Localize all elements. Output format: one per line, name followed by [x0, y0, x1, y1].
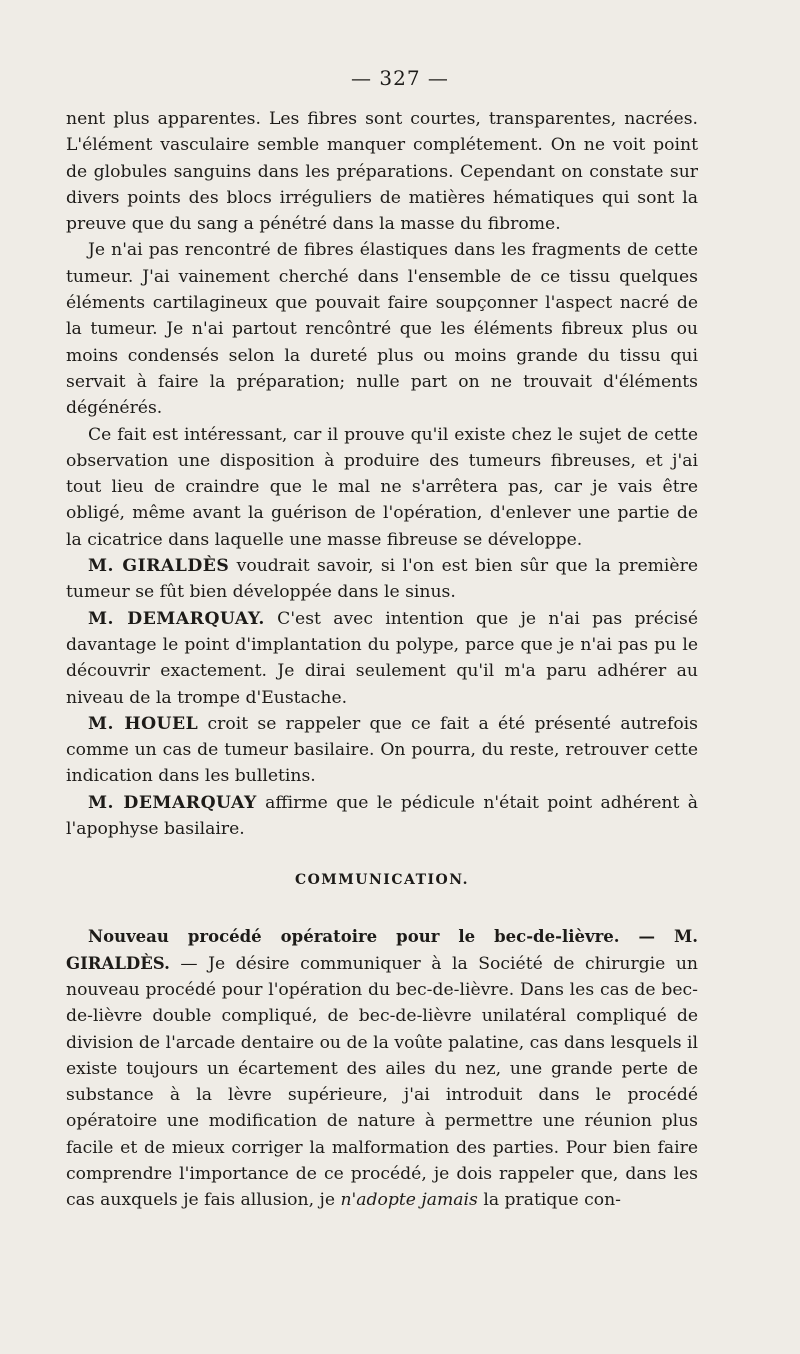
speaker-houel: M. HOUEL	[88, 713, 199, 734]
paragraph-6	[66, 711, 698, 790]
speaker-giraldes: M. GIRALDÈS	[88, 556, 230, 577]
paragraph-2: Je n'ai pas rencontré de fibres élastiques dans les fragments de cette tumeur. J'ai vainement cherché dans l'ensemble de ce tissu quelques éléments cartilagineux que pouvait faire soupçonner l'aspect nacré de la tumeur. Je n'ai partout rencôntré que les éléments fibreux plus ou moins condensés selon la dureté plus ou moins grande du tissu qui servait à faire la préparation; nulle part on ne trouvait d'éléments dégénérés.	[66, 240, 698, 419]
paragraph-8-text-b: la pratique con-	[477, 1190, 621, 1211]
paragraph-5	[66, 606, 698, 711]
speaker-demarquay-2: M. DEMARQUAY	[88, 792, 257, 813]
paragraph-8	[66, 924, 698, 1213]
paragraph-7-text: affirme que le pédicule n'était point adhérent à l'apophyse basilaire.	[66, 792, 698, 840]
body-text	[66, 106, 698, 1214]
paragraph-4	[66, 553, 698, 606]
paragraph-8-text-a: — Je désire communiquer à la Société de chirurgie un nouveau procédé pour l'opération du bec-de-lièvre. Dans les cas de bec-de-lièvre double compliqué, de bec-de-lièvre unilatéral compliqué de division de l'arcade dentaire ou de la voûte palatine, cas dans lesquels il existe toujours un écartement des ailes du nez, une grande perte de substance à la lèvre supérieure, j'ai introduit dans le procédé opératoire une modification de nature à permettre une réunion plus facile et de mieux corriger la malformation des parties. Pour bien faire comprendre l'importance de ce procédé, je dois rappeler que, dans les cas auxquels je fais allusion, je	[66, 953, 698, 1211]
paragraph-8-italic: n'adopte jamais	[340, 1190, 478, 1211]
paragraph-7	[66, 790, 698, 843]
communication-title: Nouveau procédé opératoire pour le bec-de-lièvre. — M. GIRALDÈS.	[66, 927, 698, 973]
paragraph-6-text: croit se rappeler que ce fait a été présenté autrefois comme un cas de tumeur basilaire. On pourra, du reste, retrouver cette indication dans les bulletins.	[66, 713, 698, 787]
paragraph-4-text: voudrait savoir, si l'on est bien sûr que la première tumeur se fût bien développée dans le sinus.	[66, 556, 698, 603]
paragraph-1: nent plus apparentes. Les fibres sont courtes, transparentes, nacrées. L'élément vasculaire semble manquer complétement. On ne voit point de globules sanguins dans les préparations. Cependant on constate sur divers points des blocs irréguliers de matières hématiques qui sont la preuve que du sang a pénétré dans la masse du fibrome.	[66, 109, 698, 235]
page-number: — 327 —	[351, 66, 449, 90]
paragraph-5-text: C'est avec intention que je n'ai pas précisé davantage le point d'implantation du polype, parce que je n'ai pas pu le découvrir exactement. Je dirai seulement qu'il m'a paru adhérer au niveau de la trompe d'Eustache.	[66, 608, 698, 708]
section-heading: COMMUNICATION.	[294, 872, 470, 889]
paragraph-3: Ce fait est intéressant, car il prouve qu'il existe chez le sujet de cette observation une disposition à produire des tumeurs fibreuses, et j'ai tout lieu de craindre que le mal ne s'arrêtera pas, car je vais être obligé, même avant la guérison de l'opération, d'enlever une partie de la cicatrice dans laquelle une masse fibreuse se développe.	[66, 424, 698, 550]
speaker-demarquay: M. DEMARQUAY.	[88, 608, 265, 629]
